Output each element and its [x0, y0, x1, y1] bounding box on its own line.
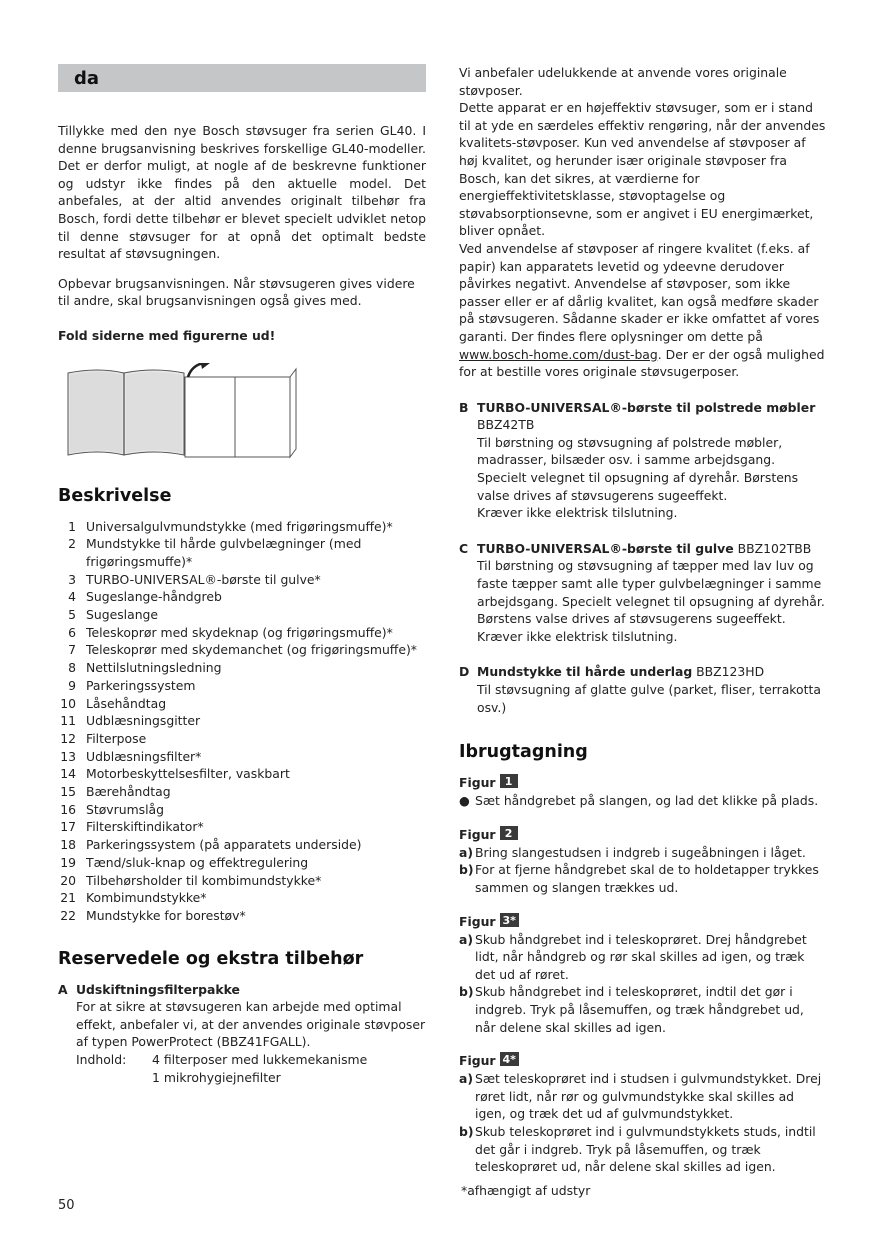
accessory-description: Til støvsugning af glatte gulve (parket, fliser, terrakotta osv.) — [477, 682, 821, 715]
accessory-b — [459, 399, 827, 522]
description-list — [58, 518, 426, 925]
recommend-paragraph: Vi anbefaler udelukkende at anvende vores originale støvposer. — [459, 65, 787, 98]
left-column — [58, 64, 426, 1086]
contents-item: 4 filterposer med lukkemekanisme — [152, 1052, 368, 1068]
list-item: 12 Filterpose — [60, 730, 147, 746]
list-item: 21 Kombimundstykke* — [60, 890, 207, 906]
list-item: 18 Parkeringssystem (på apparatets underside) — [60, 837, 362, 853]
list-item: 3 TURBO-UNIVERSAL®-børste til gulve* — [68, 571, 321, 587]
accessory-c — [459, 540, 827, 646]
step: ● Sæt håndgrebet på slangen, og lad det klikke på plads. — [459, 793, 819, 809]
figure-badge: 3* — [500, 913, 519, 927]
figure-label: Figur — [459, 826, 496, 842]
fold-instruction: Fold siderne med figurerne ud! — [58, 327, 276, 343]
figure-label: Figur — [459, 913, 496, 929]
list-item: 17 Filterskiftindikator* — [60, 819, 204, 835]
bullet-icon: ● — [459, 793, 470, 809]
accessory-title: TURBO-UNIVERSAL®-børste til polstrede møbler — [477, 399, 816, 415]
right-column — [459, 64, 827, 1199]
list-item: 2 Mundstykke til hårde gulvbelægninger (med frigøringsmuffe)* — [68, 536, 362, 569]
contents-item: 1 mikrohygiejnefilter — [152, 1069, 281, 1085]
accessory-letter: D — [459, 664, 470, 680]
list-item: 14 Motorbeskyttelsesfilter, vaskbart — [60, 766, 290, 782]
accessory-description: Til børstning og støvsugning af tæpper med lav luv og faste tæpper samt alle typer gulvbelægninger i samme arbejdsgang. Specielt velegnet til opsugning af dyrehår. Børstens valse drives af støvsugerens sugeeffekt. — [477, 558, 825, 627]
list-item: 7 Teleskoprør med skydemanchet (og frigøringsmuffe)* — [68, 642, 417, 658]
list-item: 16 Støvrumslåg — [60, 801, 165, 817]
list-item: 11 Udblæsningsgitter — [60, 713, 201, 729]
figure-badge: 1 — [500, 774, 518, 788]
fold-out-figure — [58, 363, 426, 466]
accessory-title: Udskiftningsfilterpakke — [76, 981, 240, 997]
step: a) Sæt teleskoprøret ind i studsen i gulvmundstykket. Drej røret lidt, når rør og gulvmundstykke skal skilles ad igen, og træk det ud af gulvmundstykket. — [459, 1071, 822, 1122]
accessory-title: Mundstykke til hårde underlag — [477, 664, 693, 680]
quality-paragraph: Ved anvendelse af støvposer af ringere kvalitet (f.eks. af papir) kan apparatets levetid og ydeevne derudover påvirkes negativt. Anvendelse af støvposer, som ikke passer eller er af dårlig kvalitet, kan også medføre skader på støvsugeren. Sådanne skader er ikke omfattet af vores garanti. Der findes flere oplysninger om dette på www.bosch-home.com/dust-bag. Der er der også mulighed for at bestille vores originale støvsugerposer. — [459, 240, 825, 380]
list-item: 22 Mundstykke for borestøv* — [60, 908, 246, 923]
accessory-code: BBZ123HD — [696, 664, 765, 680]
footnote: *afhængigt af udstyr — [461, 1182, 591, 1198]
accessory-body — [76, 981, 426, 1087]
figure-4 — [459, 1052, 827, 1176]
figure-1 — [459, 774, 827, 810]
accessory-code: BBZ102TBB — [737, 540, 812, 556]
beskrivelse-heading: Beskrivelse — [58, 485, 172, 506]
figure-label: Figur — [459, 775, 496, 791]
contents-row — [76, 1051, 426, 1069]
figure-label: Figur — [459, 1053, 496, 1069]
list-item: 10 Låsehåndtag — [60, 695, 167, 711]
accessory-body — [477, 540, 827, 646]
contents-row — [76, 1069, 426, 1087]
fold-out-illustration — [58, 363, 298, 463]
intro-paragraph: Tillykke med den nye Bosch støvsuger fra serien GL40. I denne brugsanvisning beskrives forskellige GL40-modeller. Det er derfor muligt, at nogle af de beskrevne funktioner og udstyr ikke findes på den aktuelle model. Det anbefales, at der altid anvendes originalt tilbehør fra Bosch, fordi dette tilbehør er blevet specielt udviklet netop til denne støvsuger for at opnå det optimalt bedste resultat af støvsugningen. — [58, 123, 426, 262]
accessory-description: For at sikre at støvsugeren kan arbejde med optimal effekt, anbefaler vi, at der anvendes originale støvposer af typen PowerProtect (BBZ41FGALL). — [76, 999, 426, 1050]
list-item: 1 Universalgulvmundstykke (med frigøringsmuffe)* — [68, 518, 393, 534]
step: b) For at fjerne håndgrebet skal de to holdetapper trykkes sammen og slangen trækkes ud. — [459, 862, 819, 895]
list-item: 6 Teleskoprør med skydeknap (og frigøringsmuffe)* — [68, 624, 393, 640]
step: a) Bring slangestudsen i indgreb i sugeåbningen i låget. — [459, 844, 806, 860]
accessory-note: Kræver ikke elektrisk tilslutning. — [477, 505, 678, 521]
list-item: 20 Tilbehørsholder til kombimundstykke* — [60, 872, 322, 888]
list-item: 9 Parkeringssystem — [68, 677, 196, 693]
list-item: 15 Bærehåndtag — [60, 784, 171, 800]
accessory-letter: B — [459, 399, 469, 415]
page-number: 50 — [58, 1198, 75, 1213]
reservedele-heading: Reservedele og ekstra tilbehør — [58, 948, 364, 969]
list-item: 19 Tænd/sluk-knap og effektregulering — [60, 854, 309, 870]
accessory-code: BBZ42TB — [477, 417, 535, 433]
accessory-note: Kræver ikke elektrisk tilslutning. — [477, 628, 678, 644]
language-bar: da — [58, 64, 426, 92]
figure-3 — [459, 913, 827, 1037]
accessory-d — [459, 663, 827, 716]
list-item: 13 Udblæsningsfilter* — [60, 748, 202, 764]
accessory-letter: A — [58, 981, 68, 997]
figure-badge: 4* — [500, 1052, 519, 1066]
ibrugtagning-heading: Ibrugtagning — [459, 742, 588, 763]
accessory-letter: C — [459, 540, 469, 556]
step: b) Skub håndgrebet ind i teleskoprøret, indtil det gør i indgreb. Tryk på låsemuffen, og træk håndgrebet ud, når delene skal skilles ad igen. — [459, 984, 804, 1035]
list-item: 5 Sugeslange — [68, 607, 159, 623]
efficiency-paragraph: Dette apparat er en højeffektiv støvsuger, som er i stand til at yde en særdeles effektiv rengøring, når der anvendes kvalitets-støvposer. Kun ved anvendelse af støvposer af høj kvalitet, og herunder især originale støvposer fra Bosch, kan det sikres, at værdierne for energieffektivitetsklasse, støvoptagelse og støvabsorptionsevne, som er angivet i EU energimærket, bliver opnået. — [459, 100, 826, 239]
accessory-description: Til børstning og støvsugning af polstrede møbler, madrasser, bilsæder osv. i samme arbejdsgang. Specielt velegnet til opsugning af dyrehår. Børstens valse drives af støvsugerens sugeeffekt. — [477, 434, 799, 503]
accessory-body — [477, 399, 827, 522]
figure-2 — [459, 826, 827, 897]
step: b) Skub teleskoprøret ind i gulvmundstykkets studs, indtil det går i indgreb. Tryk på låsemuffen, og træk teleskoprøret ud, når delene skal skilles ad igen. — [459, 1123, 816, 1175]
figure-badge: 2 — [500, 826, 518, 840]
dust-bag-link[interactable]: www.bosch-home.com/dust-bag — [459, 346, 658, 362]
contents-label: Indhold: — [76, 1052, 127, 1068]
list-item: 8 Nettilslutningsledning — [68, 660, 222, 676]
step: a) Skub håndgrebet ind i teleskoprøret. Drej håndgrebet lidt, når håndgreb og rør skal skilles ad igen, og træk det ud af røret. — [459, 931, 807, 982]
list-item: 4 Sugeslange-håndgreb — [68, 589, 222, 605]
accessory-a — [58, 981, 426, 1087]
accessory-body — [477, 663, 827, 716]
keep-manual-paragraph: Opbevar brugsanvisningen. Når støvsugeren gives videre til andre, skal brugsanvisningen også gives med. — [58, 275, 415, 309]
accessory-title: TURBO-UNIVERSAL®-børste til gulve — [477, 540, 734, 556]
